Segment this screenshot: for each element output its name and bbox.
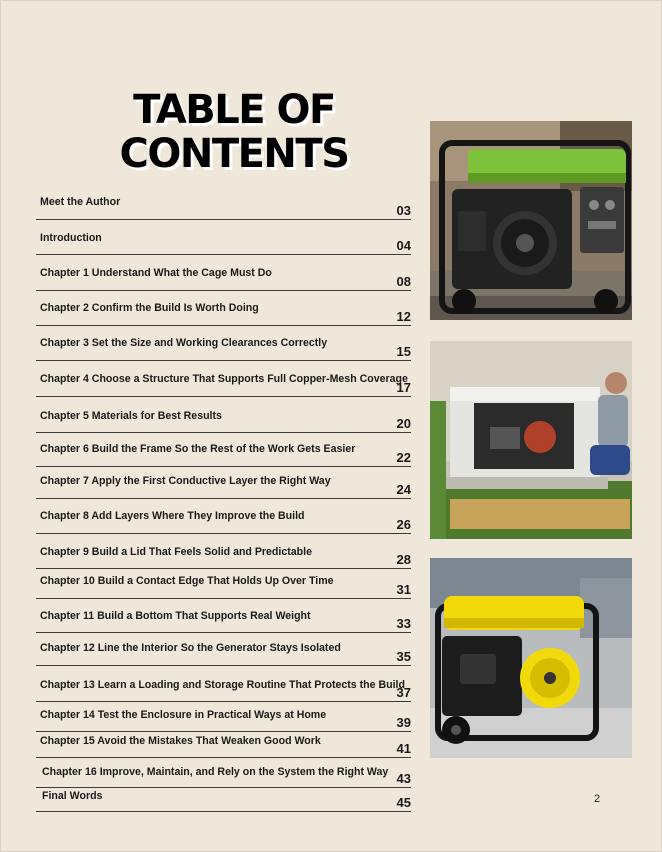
- toc-entry-page: 45: [396, 795, 411, 810]
- toc-entry-page: 12: [396, 309, 411, 324]
- toc-entry[interactable]: [36, 475, 411, 499]
- toc-entry-page: 31: [396, 582, 411, 597]
- toc-entry-label: Chapter 16 Improve, Maintain, and Rely on the System the Right Way: [42, 766, 389, 778]
- toc-entry-label: Chapter 3 Set the Size and Working Clearances Correctly: [40, 337, 328, 349]
- toc-entry[interactable]: [36, 196, 411, 220]
- toc-entry-page: 17: [396, 380, 411, 395]
- toc-entry[interactable]: [36, 679, 411, 702]
- title-line-1: TABLE OF: [133, 87, 335, 133]
- toc-entry-label: Meet the Author: [40, 196, 121, 208]
- toc-entry[interactable]: [36, 302, 411, 326]
- toc-entry-page: 22: [396, 450, 411, 465]
- toc-entry[interactable]: [36, 267, 411, 291]
- toc-entry[interactable]: [36, 443, 411, 467]
- page-number: 2: [594, 793, 601, 805]
- toc-entry-page: 03: [396, 203, 411, 218]
- toc-entry-label: Chapter 2 Confirm the Build Is Worth Doing: [40, 302, 259, 314]
- toc-entry-page: 28: [396, 552, 411, 567]
- yellow-open-frame-generator-photo: [430, 558, 632, 758]
- toc-entry-page: 24: [396, 482, 411, 497]
- toc-entry[interactable]: [36, 735, 411, 758]
- toc-entry-label: Introduction: [40, 232, 102, 244]
- toc-entry-page: 39: [396, 715, 411, 730]
- toc-entry-page: 37: [396, 685, 411, 700]
- toc-entry[interactable]: [36, 337, 411, 361]
- toc-entry-page: 15: [396, 344, 411, 359]
- toc-entry-label: Chapter 11 Build a Bottom That Supports Real Weight: [40, 610, 311, 622]
- toc-entry-page: 26: [396, 517, 411, 532]
- home-standby-generator-service-photo: [430, 341, 632, 539]
- toc-entry-page: 08: [396, 274, 411, 289]
- toc-entry-label: Chapter 12 Line the Interior So the Generator Stays Isolated: [40, 642, 341, 654]
- toc-entry-label: Chapter 9 Build a Lid That Feels Solid and Predictable: [40, 546, 312, 558]
- toc-entry-page: 43: [396, 771, 411, 786]
- toc-entry-label: Chapter 8 Add Layers Where They Improve the Build: [40, 510, 305, 522]
- toc-entry-label: Chapter 15 Avoid the Mistakes That Weaken Good Work: [40, 735, 321, 747]
- toc-entry-label: Final Words: [42, 790, 103, 802]
- toc-entry-label: Chapter 13 Learn a Loading and Storage Routine That Protects the Build: [40, 679, 405, 691]
- toc-entry-page: 20: [396, 416, 411, 431]
- toc-entry-page: 04: [396, 238, 411, 253]
- toc-entry-page: 33: [396, 616, 411, 631]
- toc-entry[interactable]: [36, 510, 411, 534]
- toc-entry[interactable]: [36, 232, 411, 255]
- toc-entry[interactable]: [36, 766, 411, 788]
- toc-entry[interactable]: [36, 790, 411, 812]
- toc-entry[interactable]: [36, 709, 411, 732]
- toc-entry-page: 35: [396, 649, 411, 664]
- toc-entry-label: Chapter 14 Test the Enclosure in Practical Ways at Home: [40, 709, 327, 721]
- toc-entry[interactable]: [36, 373, 411, 397]
- toc-entry-label: Chapter 7 Apply the First Conductive Layer the Right Way: [40, 475, 331, 487]
- toc-entry[interactable]: [36, 642, 411, 666]
- page-title: [100, 88, 368, 176]
- toc-entry-label: Chapter 10 Build a Contact Edge That Holds Up Over Time: [40, 575, 334, 587]
- toc-entry-label: Chapter 6 Build the Frame So the Rest of the Work Gets Easier: [40, 443, 356, 455]
- toc-entry[interactable]: [36, 610, 411, 633]
- toc-entry-label: Chapter 1 Understand What the Cage Must Do: [40, 267, 272, 279]
- toc-entry-label: Chapter 4 Choose a Structure That Supports Full Copper-Mesh Coverage: [40, 373, 408, 385]
- toc-entry-page: 41: [396, 741, 411, 756]
- toc-entry[interactable]: [36, 546, 411, 569]
- toc-entry[interactable]: [36, 575, 411, 599]
- toc-entry[interactable]: [36, 410, 411, 433]
- title-line-2: CONTENTS: [119, 131, 349, 177]
- toc-entry-label: Chapter 5 Materials for Best Results: [40, 410, 222, 422]
- green-portable-generator-photo: [430, 121, 632, 320]
